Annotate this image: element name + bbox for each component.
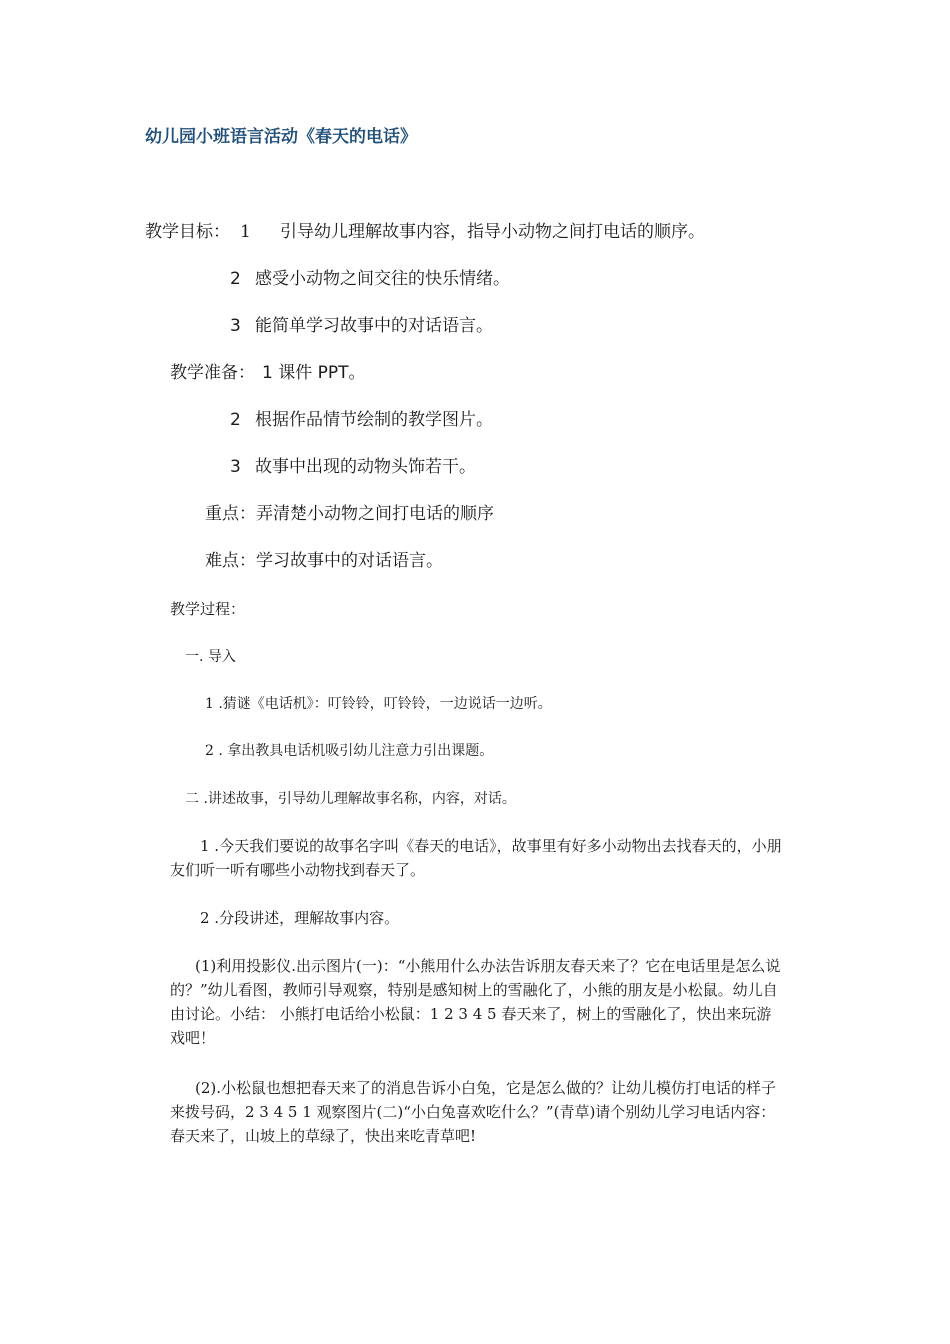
key-point: 重点：弄清楚小动物之间打电话的顺序 <box>205 504 494 524</box>
section-1-item-1: 1 .猜谜《电话机》：叮铃铃，叮铃铃，一边说话一边听。 <box>205 696 552 712</box>
prep-3-text: 故事中出现的动物头饰若干。 <box>255 457 476 477</box>
goal-3-text: 能简单学习故事中的对话语言。 <box>255 316 493 336</box>
process-label: 教学过程： <box>170 600 246 618</box>
section-2-step-1: (1)利用投影仪.出示图片(一)：“小熊用什么办法告诉朋友春天来了？它在电话里是怎么说的？”幼儿看图，教师引导观察，特别是感知树上的雪融化了，小熊的朋友是小松鼠。幼儿自由讨论。小结： 小熊打电话给小松鼠：1 2 3 4 5 春天来了，树上的雪融化了，快出来玩游戏吧！ <box>170 957 781 1047</box>
section-2-step-2: (2).小松鼠也想把春天来了的消息告诉小白兔，它是怎么做的？让幼儿模仿打电话的样子来拨号码，2 3 4 5 1 观察图片(二)“小白兔喜欢吃什么？”(青草)请个别幼儿学习电话内容：春天来了，山坡上的草绿了，快出来吃青草吧! <box>170 1079 777 1145</box>
goal-1-number: 1 <box>240 222 251 242</box>
goal-2-number: 2 <box>230 269 241 289</box>
goal-1-text: 引导幼儿理解故事内容，指导小动物之间打电话的顺序。 <box>280 222 705 242</box>
prep-2-text: 根据作品情节绘制的教学图片。 <box>255 410 493 430</box>
section-2-item-2: 2 .分段讲述，理解故事内容。 <box>200 909 400 927</box>
prep-label: 教学准备： <box>170 363 255 383</box>
page-title: 幼儿园小班语言活动《春天的电话》 <box>145 127 417 147</box>
prep-2-number: 2 <box>230 410 241 430</box>
section-1-heading: 一. 导入 <box>185 649 236 665</box>
section-1-item-2: 2 . 拿出教具电话机吸引幼儿注意力引出课题。 <box>205 743 494 759</box>
goal-2-text: 感受小动物之间交往的快乐情绪。 <box>255 269 510 289</box>
prep-1-text: 1 课件 PPT。 <box>262 363 366 383</box>
section-2-heading: 二 .讲述故事，引导幼儿理解故事名称，内容，对话。 <box>185 791 516 807</box>
goals-label: 教学目标： <box>145 222 230 242</box>
section-2-item-1: 1 .今天我们要说的故事名字叫《春天的电话》，故事里有好多小动物出去找春天的，小朋友们听一听有哪些小动物找到春天了。 <box>170 837 782 879</box>
prep-3-number: 3 <box>230 457 241 477</box>
goal-3-number: 3 <box>230 316 241 336</box>
difficulty: 难点：学习故事中的对话语言。 <box>205 551 443 571</box>
